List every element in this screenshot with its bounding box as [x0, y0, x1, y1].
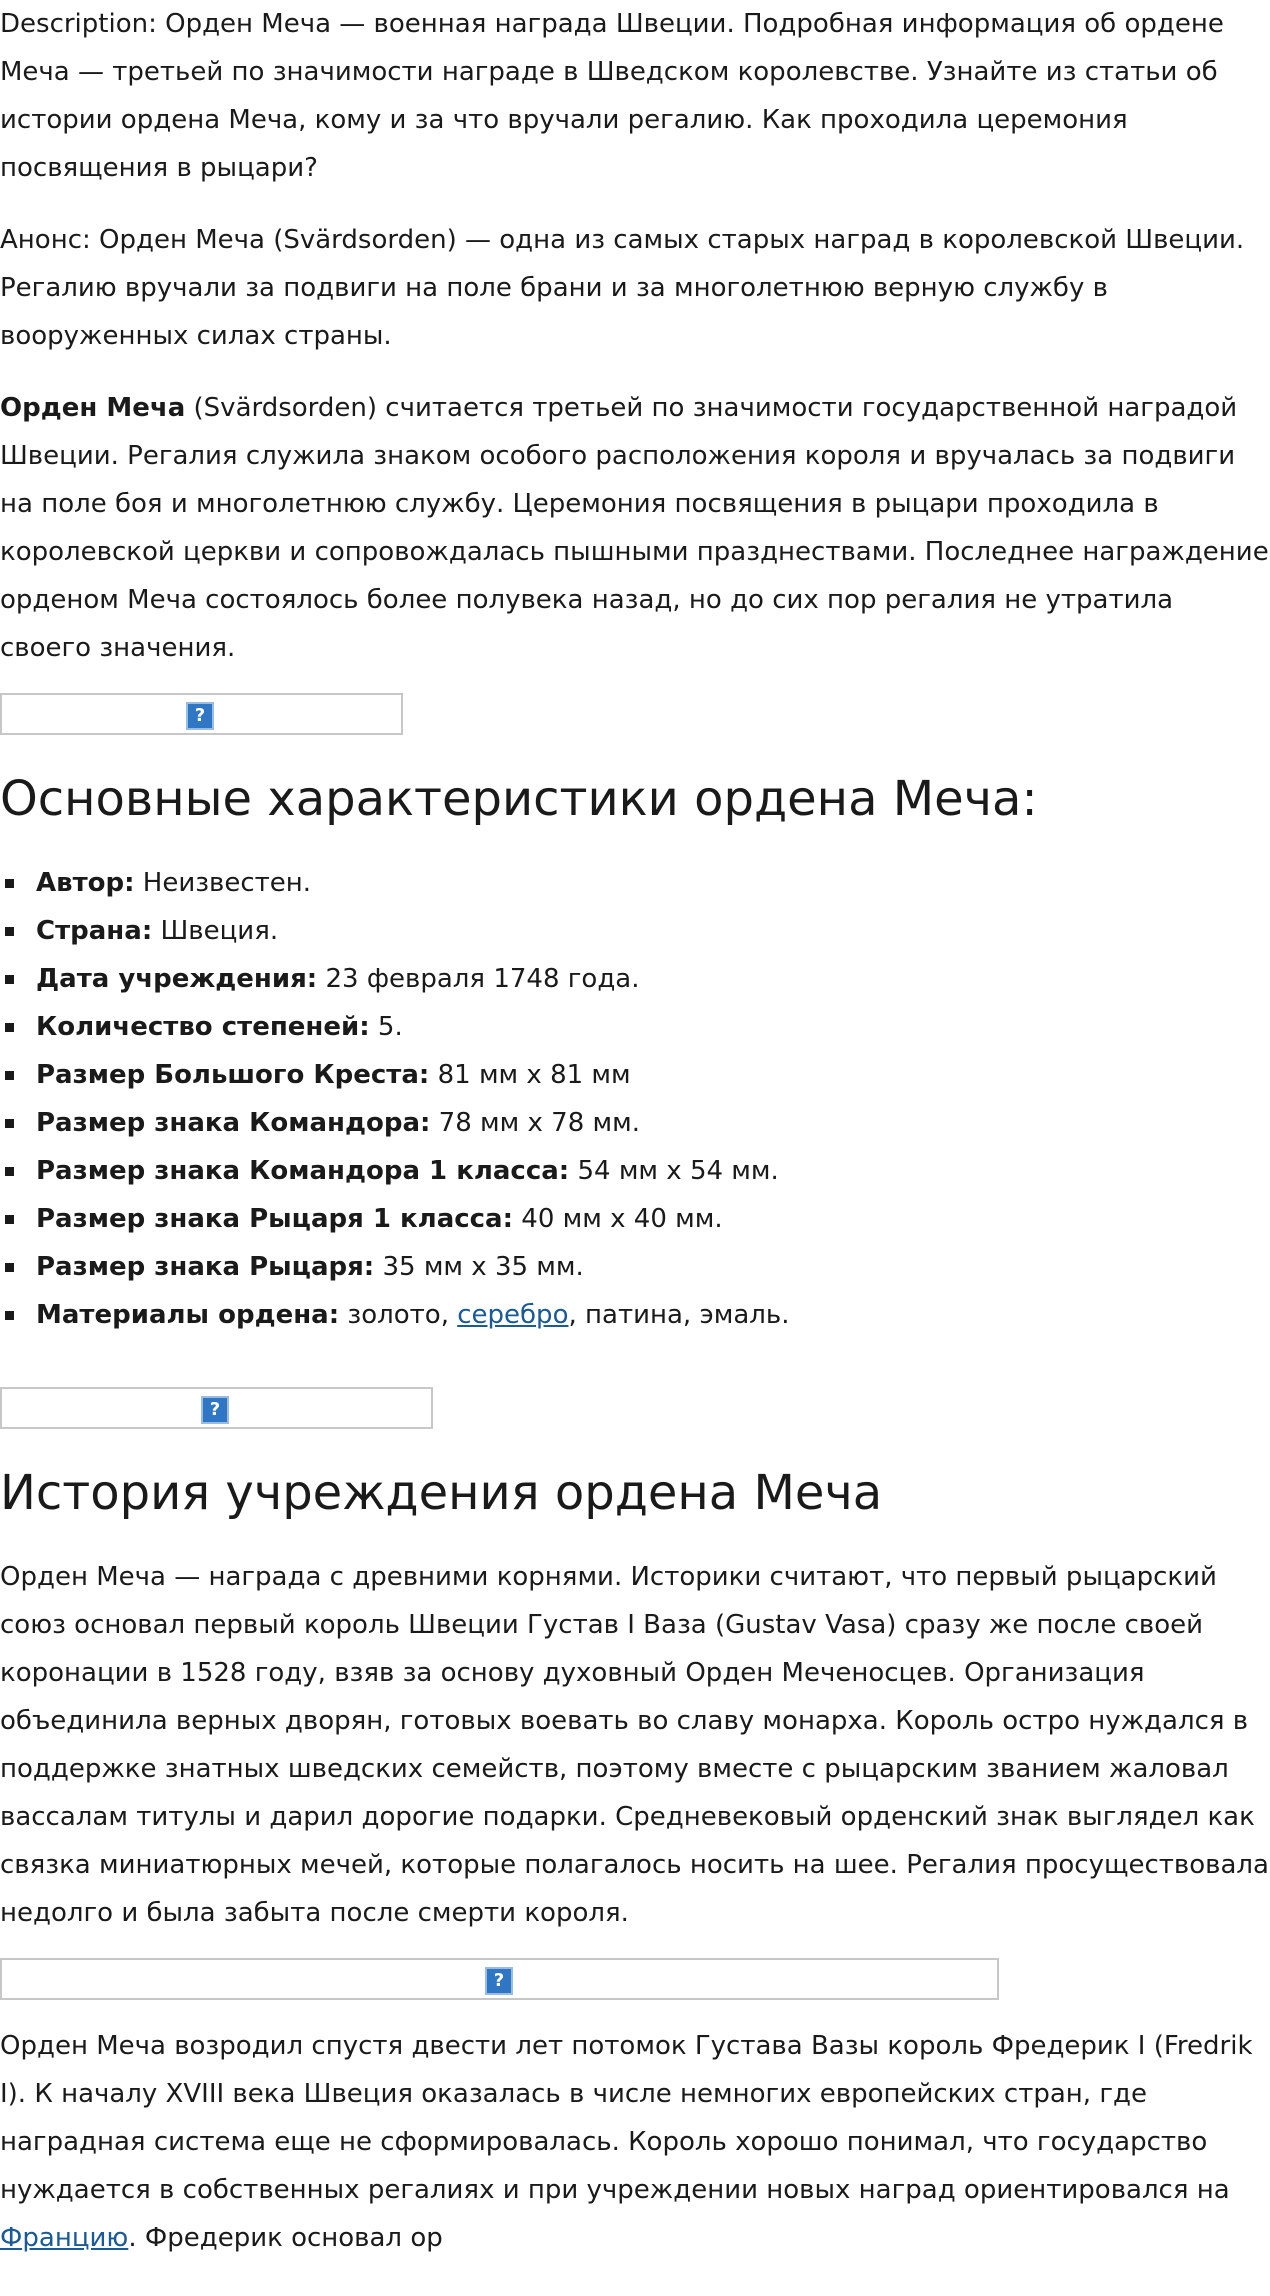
bullet: [5, 1167, 14, 1176]
spec-value: 35 мм х 35 мм.: [374, 1252, 584, 1282]
intro-paragraph: [0, 384, 1270, 672]
bullet: [5, 1215, 14, 1224]
spec-label: Размер знака Рыцаря:: [36, 1252, 375, 1282]
spec-label: Материалы ордена:: [36, 1300, 340, 1330]
spec-label: Размер знака Командора 1 класса:: [36, 1156, 570, 1186]
spec-value: золото,: [339, 1300, 458, 1330]
spec-label: Размер знака Рыцаря 1 класса:: [36, 1204, 514, 1234]
announcement-paragraph: Анонс: Орден Меча (Svärdsorden) — одна из самых старых наград в королевской Швеции. Регалию вручали за подвиги на поле брани и за многолетнюю верную службу в вооруженных силах страны.: [0, 225, 1245, 351]
bullet: [5, 927, 14, 936]
intro-text: (Svärdsorden) считается третьей по значимости государственной наградой Швеции. Регалия служила знаком особого расположения короля и вручалась за подвиги на поле боя и многолетнюю службу. Церемония посвящения в рыцари проходила в королевской церкви и сопровождалась пышными празднествами. Последнее награждение орденом Меча состоялось более полувека назад, но до сих пор регалия не утратила своего значения.: [0, 393, 1269, 663]
spec-value: 40 мм х 40 мм.: [513, 1204, 723, 1234]
list-item: [0, 1051, 1270, 1099]
spec-value: 78 мм х 78 мм.: [430, 1108, 641, 1138]
history-text: Орден Меча возродил спустя двести лет потомок Густава Вазы король Фредерик I (Fredrik I). К началу XVIII века Швеция оказалась в числе немногих европейских стран, где наградная система еще не сформировалась. Король хорошо понимал, что государство нуждается в собственных регалиях и при учреждении новых наград ориентировался на: [0, 2031, 1253, 2205]
image-placeholder-1[interactable]: [0, 693, 403, 735]
list-item: [0, 1195, 1270, 1243]
history-paragraph-1: Орден Меча — награда с древними корнями. Историки считают, что первый рыцарский союз основал первый король Швеции Густав I Ваза (Gustav Vasa) сразу же после своей коронации в 1528 году, взяв за основу духовный Орден Меченосцев. Организация объединила верных дворян, готовых воевать во славу монарха. Король остро нуждался в поддержке знатных шведских семейств, поэтому вместе с рыцарским званием жаловал вассалам титулы и дарил дорогие подарки. Средневековый орденский знак выглядел как связка миниатюрных мечей, которые полагалось носить на шее. Регалия просуществовала недолго и была забыта после смерти короля.: [0, 1562, 1269, 1928]
spec-value-tail: , патина, эмаль.: [568, 1300, 790, 1330]
history-paragraph-2: [0, 2022, 1270, 2262]
spec-value: Швеция.: [152, 916, 279, 946]
list-item: [0, 907, 1270, 955]
bullet: [5, 1119, 14, 1128]
image-placeholder-3[interactable]: [0, 1958, 999, 2000]
list-item: [0, 1243, 1270, 1291]
broken-image-icon: ?: [186, 702, 214, 730]
spec-label: Дата учреждения:: [36, 964, 318, 994]
bullet: [5, 1071, 14, 1080]
broken-image-icon: ?: [201, 1396, 229, 1424]
image-placeholder-2[interactable]: [0, 1387, 433, 1429]
spec-label: Размер Большого Креста:: [36, 1060, 430, 1090]
list-item: [0, 859, 1270, 907]
spec-value: Неизвестен.: [134, 868, 312, 898]
list-item: [0, 955, 1270, 1003]
silver-link[interactable]: серебро: [457, 1300, 569, 1330]
spec-value: 81 мм х 81 мм: [429, 1060, 631, 1090]
spec-label: Автор:: [36, 868, 135, 898]
list-item: [0, 1147, 1270, 1195]
description-paragraph: Description: Орден Меча — военная награда Швеции. Подробная информация об ордене Меча — третьей по значимости награде в Шведском королевстве. Узнайте из статьи об истории ордена Меча, кому и за что вручали регалию. Как проходила церемония посвящения в рыцари?: [0, 9, 1224, 183]
history-heading: История учреждения ордена Меча: [0, 1465, 883, 1521]
bullet: [5, 975, 14, 984]
spec-value: 23 февраля 1748 года.: [317, 964, 640, 994]
broken-image-icon: ?: [485, 1967, 513, 1995]
spec-label: Страна:: [36, 916, 153, 946]
spec-value: 54 мм х 54 мм.: [569, 1156, 779, 1186]
history-text-tail: . Фредерик основал ор: [128, 2223, 443, 2253]
intro-bold-title: Орден Меча: [0, 393, 186, 423]
list-item: [0, 1003, 1270, 1051]
spec-label: Размер знака Командора:: [36, 1108, 431, 1138]
bullet: [5, 1023, 14, 1032]
france-link[interactable]: Францию: [0, 2223, 129, 2253]
bullet: [5, 879, 14, 888]
characteristics-heading: Основные характеристики ордена Меча:: [0, 771, 1038, 827]
spec-label: Количество степеней:: [36, 1012, 370, 1042]
characteristics-list: [0, 859, 1270, 1339]
spec-value: 5.: [369, 1012, 403, 1042]
bullet: [5, 1311, 14, 1320]
list-item: [0, 1291, 1270, 1339]
list-item: [0, 1099, 1270, 1147]
bullet: [5, 1263, 14, 1272]
